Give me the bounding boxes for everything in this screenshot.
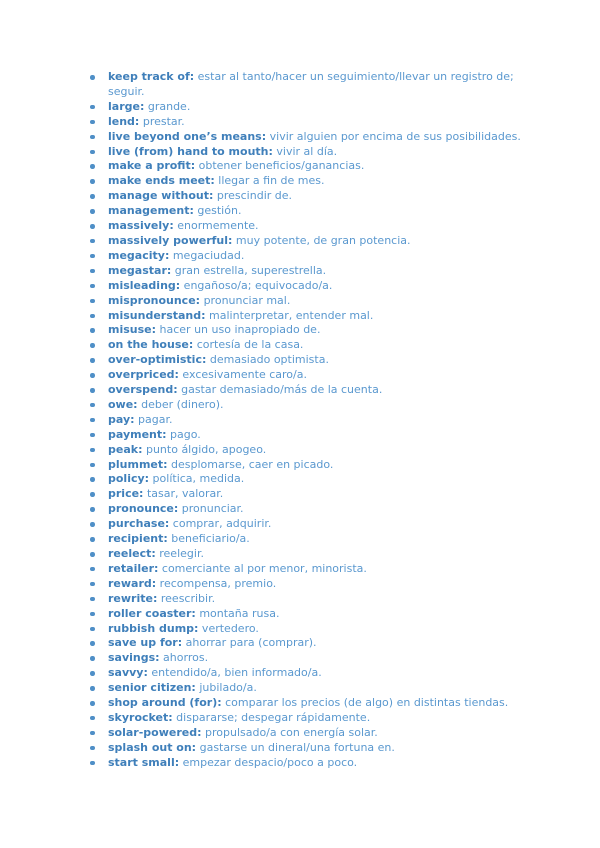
bullet-icon [90, 567, 95, 572]
bullet-icon [90, 492, 95, 497]
list-item [90, 741, 530, 756]
list-item [90, 249, 530, 264]
list-item [90, 592, 530, 607]
vocabulary-definition: jubilado/a. [195, 681, 257, 695]
bullet-icon [90, 433, 95, 438]
vocabulary-term: rubbish dump: [108, 621, 199, 635]
vocabulary-term: over-optimistic: [108, 353, 207, 367]
list-item [90, 562, 530, 577]
list-item [90, 577, 530, 592]
vocabulary-definition: vivir al día. [272, 144, 338, 158]
list-item [90, 70, 530, 100]
vocabulary-term: savings: [108, 651, 160, 665]
list-item [90, 174, 530, 189]
list-item [90, 517, 530, 532]
vocabulary-term: mispronounce: [108, 293, 201, 307]
list-item [90, 651, 530, 666]
vocabulary-term: recipient: [108, 532, 168, 546]
bullet-icon [90, 314, 95, 319]
vocabulary-definition: reescribir. [157, 591, 216, 605]
vocabulary-definition: política, medida. [149, 472, 245, 486]
bullet-icon [90, 120, 95, 125]
vocabulary-definition: prestar. [139, 114, 185, 128]
bullet-icon [90, 164, 95, 169]
vocabulary-definition: tasar, valorar. [143, 487, 224, 501]
vocabulary-term: megastar: [108, 263, 172, 277]
bullet-icon [90, 746, 95, 751]
vocabulary-definition: pago. [166, 427, 201, 441]
bullet-icon [90, 179, 95, 184]
list-item [90, 472, 530, 487]
bullet-icon [90, 641, 95, 646]
vocabulary-term: start small: [108, 755, 180, 769]
vocabulary-definition: malinterpretar, entender mal. [205, 308, 374, 322]
bullet-icon [90, 552, 95, 557]
bullet-icon [90, 373, 95, 378]
bullet-icon [90, 418, 95, 423]
vocabulary-term: lend: [108, 114, 140, 128]
bullet-icon [90, 701, 95, 706]
vocabulary-definition: desplomarse, caer en picado. [167, 457, 334, 471]
list-item [90, 681, 530, 696]
vocabulary-definition: prescindir de. [213, 189, 293, 203]
bullet-icon [90, 612, 95, 617]
bullet-icon [90, 597, 95, 602]
vocabulary-term: plummet: [108, 457, 168, 471]
list-item [90, 666, 530, 681]
vocabulary-term: senior citizen: [108, 681, 196, 695]
vocabulary-definition: ahorros. [159, 651, 209, 665]
bullet-icon [90, 194, 95, 199]
bullet-icon [90, 403, 95, 408]
list-item [90, 323, 530, 338]
vocabulary-definition: dispararse; despegar rápidamente. [172, 710, 371, 724]
vocabulary-definition: deber (dinero). [137, 397, 224, 411]
bullet-icon [90, 269, 95, 274]
vocabulary-definition: montaña rusa. [195, 606, 280, 620]
list-item [90, 622, 530, 637]
list-item [90, 234, 530, 249]
bullet-icon [90, 731, 95, 736]
list-item [90, 413, 530, 428]
vocabulary-definition: gastar demasiado/más de la cuenta. [177, 383, 383, 397]
list-item [90, 279, 530, 294]
vocabulary-term: large: [108, 99, 145, 113]
vocabulary-term: manage without: [108, 189, 214, 203]
list-item [90, 145, 530, 160]
list-item [90, 189, 530, 204]
vocabulary-term: on the house: [108, 338, 194, 352]
vocabulary-term: skyrocket: [108, 710, 173, 724]
vocabulary-term: save up for: [108, 636, 183, 650]
vocabulary-definition: estar al tanto/hacer un seguimiento/llevar un registro de; seguir. [108, 70, 514, 98]
list-item [90, 338, 530, 353]
vocabulary-term: make ends meet: [108, 174, 215, 188]
bullet-icon [90, 671, 95, 676]
vocabulary-term: live beyond one’s means: [108, 129, 267, 143]
vocabulary-definition: cortesía de la casa. [193, 338, 304, 352]
vocabulary-definition: pronunciar. [178, 502, 244, 516]
bullet-icon [90, 299, 95, 304]
bullet-icon [90, 627, 95, 632]
vocabulary-term: price: [108, 487, 144, 501]
vocabulary-term: solar-powered: [108, 725, 202, 739]
vocabulary-definition: comerciante al por menor, minorista. [158, 561, 367, 575]
list-item [90, 458, 530, 473]
vocabulary-definition: ahorrar para (comprar). [182, 636, 317, 650]
bullet-icon [90, 75, 95, 80]
bullet-icon [90, 537, 95, 542]
vocabulary-definition: llegar a fin de mes. [214, 174, 325, 188]
bullet-icon [90, 507, 95, 512]
vocabulary-definition: beneficiario/a. [167, 532, 250, 546]
bullet-icon [90, 239, 95, 244]
bullet-icon [90, 328, 95, 333]
vocabulary-term: make a profit: [108, 159, 196, 173]
bullet-icon [90, 463, 95, 468]
vocabulary-definition: obtener beneficios/ganancias. [195, 159, 365, 173]
vocabulary-term: misleading: [108, 278, 181, 292]
list-item [90, 130, 530, 145]
vocabulary-term: policy: [108, 472, 150, 486]
vocabulary-definition: vertedero. [198, 621, 259, 635]
vocabulary-term: purchase: [108, 517, 170, 531]
list-item [90, 204, 530, 219]
vocabulary-definition: empezar despacio/poco a poco. [179, 755, 358, 769]
vocabulary-term: live (from) hand to mouth: [108, 144, 273, 158]
bullet-icon [90, 522, 95, 527]
list-item [90, 711, 530, 726]
vocabulary-term: overpriced: [108, 368, 179, 382]
bullet-icon [90, 716, 95, 721]
list-item [90, 487, 530, 502]
vocabulary-term: massively powerful: [108, 233, 233, 247]
bullet-icon [90, 224, 95, 229]
vocabulary-definition: muy potente, de gran potencia. [232, 233, 411, 247]
vocabulary-definition: gastarse un dineral/una fortuna en. [196, 740, 395, 754]
list-item [90, 502, 530, 517]
list-item [90, 309, 530, 324]
bullet-icon [90, 686, 95, 691]
vocabulary-definition: comparar los precios (de algo) en distintas tiendas. [221, 696, 509, 710]
vocabulary-term: retailer: [108, 561, 159, 575]
vocabulary-term: shop around (for): [108, 696, 222, 710]
vocabulary-term: overspend: [108, 383, 178, 397]
bullet-icon [90, 358, 95, 363]
vocabulary-term: reelect: [108, 547, 156, 560]
bullet-icon [90, 388, 95, 393]
list-item [90, 547, 530, 562]
list-item [90, 756, 530, 771]
list-item [90, 428, 530, 443]
list-item [90, 159, 530, 174]
vocabulary-definition: vivir alguien por encima de sus posibilidades. [266, 129, 521, 143]
bullet-icon [90, 284, 95, 289]
list-item [90, 368, 530, 383]
list-item [90, 532, 530, 547]
vocabulary-definition: demasiado optimista. [206, 353, 329, 367]
vocabulary-definition: engañoso/a; equivocado/a. [180, 278, 333, 292]
vocabulary-term: reward: [108, 576, 157, 590]
vocabulary-term: peak: [108, 442, 143, 456]
vocabulary-term: payment: [108, 427, 167, 441]
bullet-icon [90, 761, 95, 766]
list-item [90, 264, 530, 279]
bullet-icon [90, 135, 95, 140]
vocabulary-term: misuse: [108, 323, 157, 337]
bullet-icon [90, 105, 95, 110]
vocabulary-definition: gestión. [193, 204, 242, 218]
vocabulary-definition: hacer un uso inapropiado de. [156, 323, 321, 337]
vocabulary-definition: enormemente. [173, 219, 259, 233]
list-item [90, 383, 530, 398]
vocabulary-definition: megaciudad. [169, 248, 245, 262]
list-item [90, 696, 530, 711]
vocabulary-term: pay: [108, 412, 135, 426]
bullet-icon [90, 209, 95, 214]
vocabulary-term: splash out on: [108, 740, 197, 754]
vocabulary-term: rewrite: [108, 591, 158, 605]
vocabulary-term: roller coaster: [108, 606, 196, 620]
list-item [90, 398, 530, 413]
list-item [90, 353, 530, 368]
vocabulary-term: massively: [108, 219, 174, 233]
bullet-icon [90, 343, 95, 348]
list-item [90, 294, 530, 309]
bullet-icon [90, 150, 95, 155]
list-item [90, 443, 530, 458]
vocabulary-definition: pronunciar mal. [200, 293, 291, 307]
vocabulary-term: owe: [108, 397, 138, 411]
vocabulary-definition: excesivamente caro/a. [178, 368, 307, 382]
list-item [90, 115, 530, 130]
vocabulary-term: pronounce: [108, 502, 179, 516]
vocabulary-term: keep track of: [108, 70, 195, 83]
vocabulary-definition: gran estrella, superestrella. [171, 263, 327, 277]
vocabulary-definition: grande. [144, 99, 191, 113]
list-item [90, 636, 530, 651]
list-item [90, 219, 530, 234]
vocabulary-definition: punto álgido, apogeo. [142, 442, 267, 456]
bullet-icon [90, 448, 95, 453]
list-item [90, 100, 530, 115]
bullet-icon [90, 656, 95, 661]
bullet-icon [90, 254, 95, 259]
vocabulary-term: savvy: [108, 666, 148, 680]
bullet-icon [90, 582, 95, 587]
bullet-icon [90, 477, 95, 482]
vocabulary-definition: entendido/a, bien informado/a. [147, 666, 322, 680]
list-item [90, 607, 530, 622]
vocabulary-definition: recompensa, premio. [156, 576, 277, 590]
vocabulary-definition: comprar, adquirir. [169, 517, 272, 531]
vocabulary-definition: pagar. [134, 412, 173, 426]
vocabulary-term: misunderstand: [108, 308, 206, 322]
vocabulary-term: management: [108, 204, 194, 218]
vocabulary-list [90, 70, 530, 771]
vocabulary-definition: propulsado/a con energía solar. [201, 725, 378, 739]
vocabulary-term: megacity: [108, 248, 170, 262]
list-item [90, 726, 530, 741]
vocabulary-definition: reelegir. [155, 547, 204, 560]
